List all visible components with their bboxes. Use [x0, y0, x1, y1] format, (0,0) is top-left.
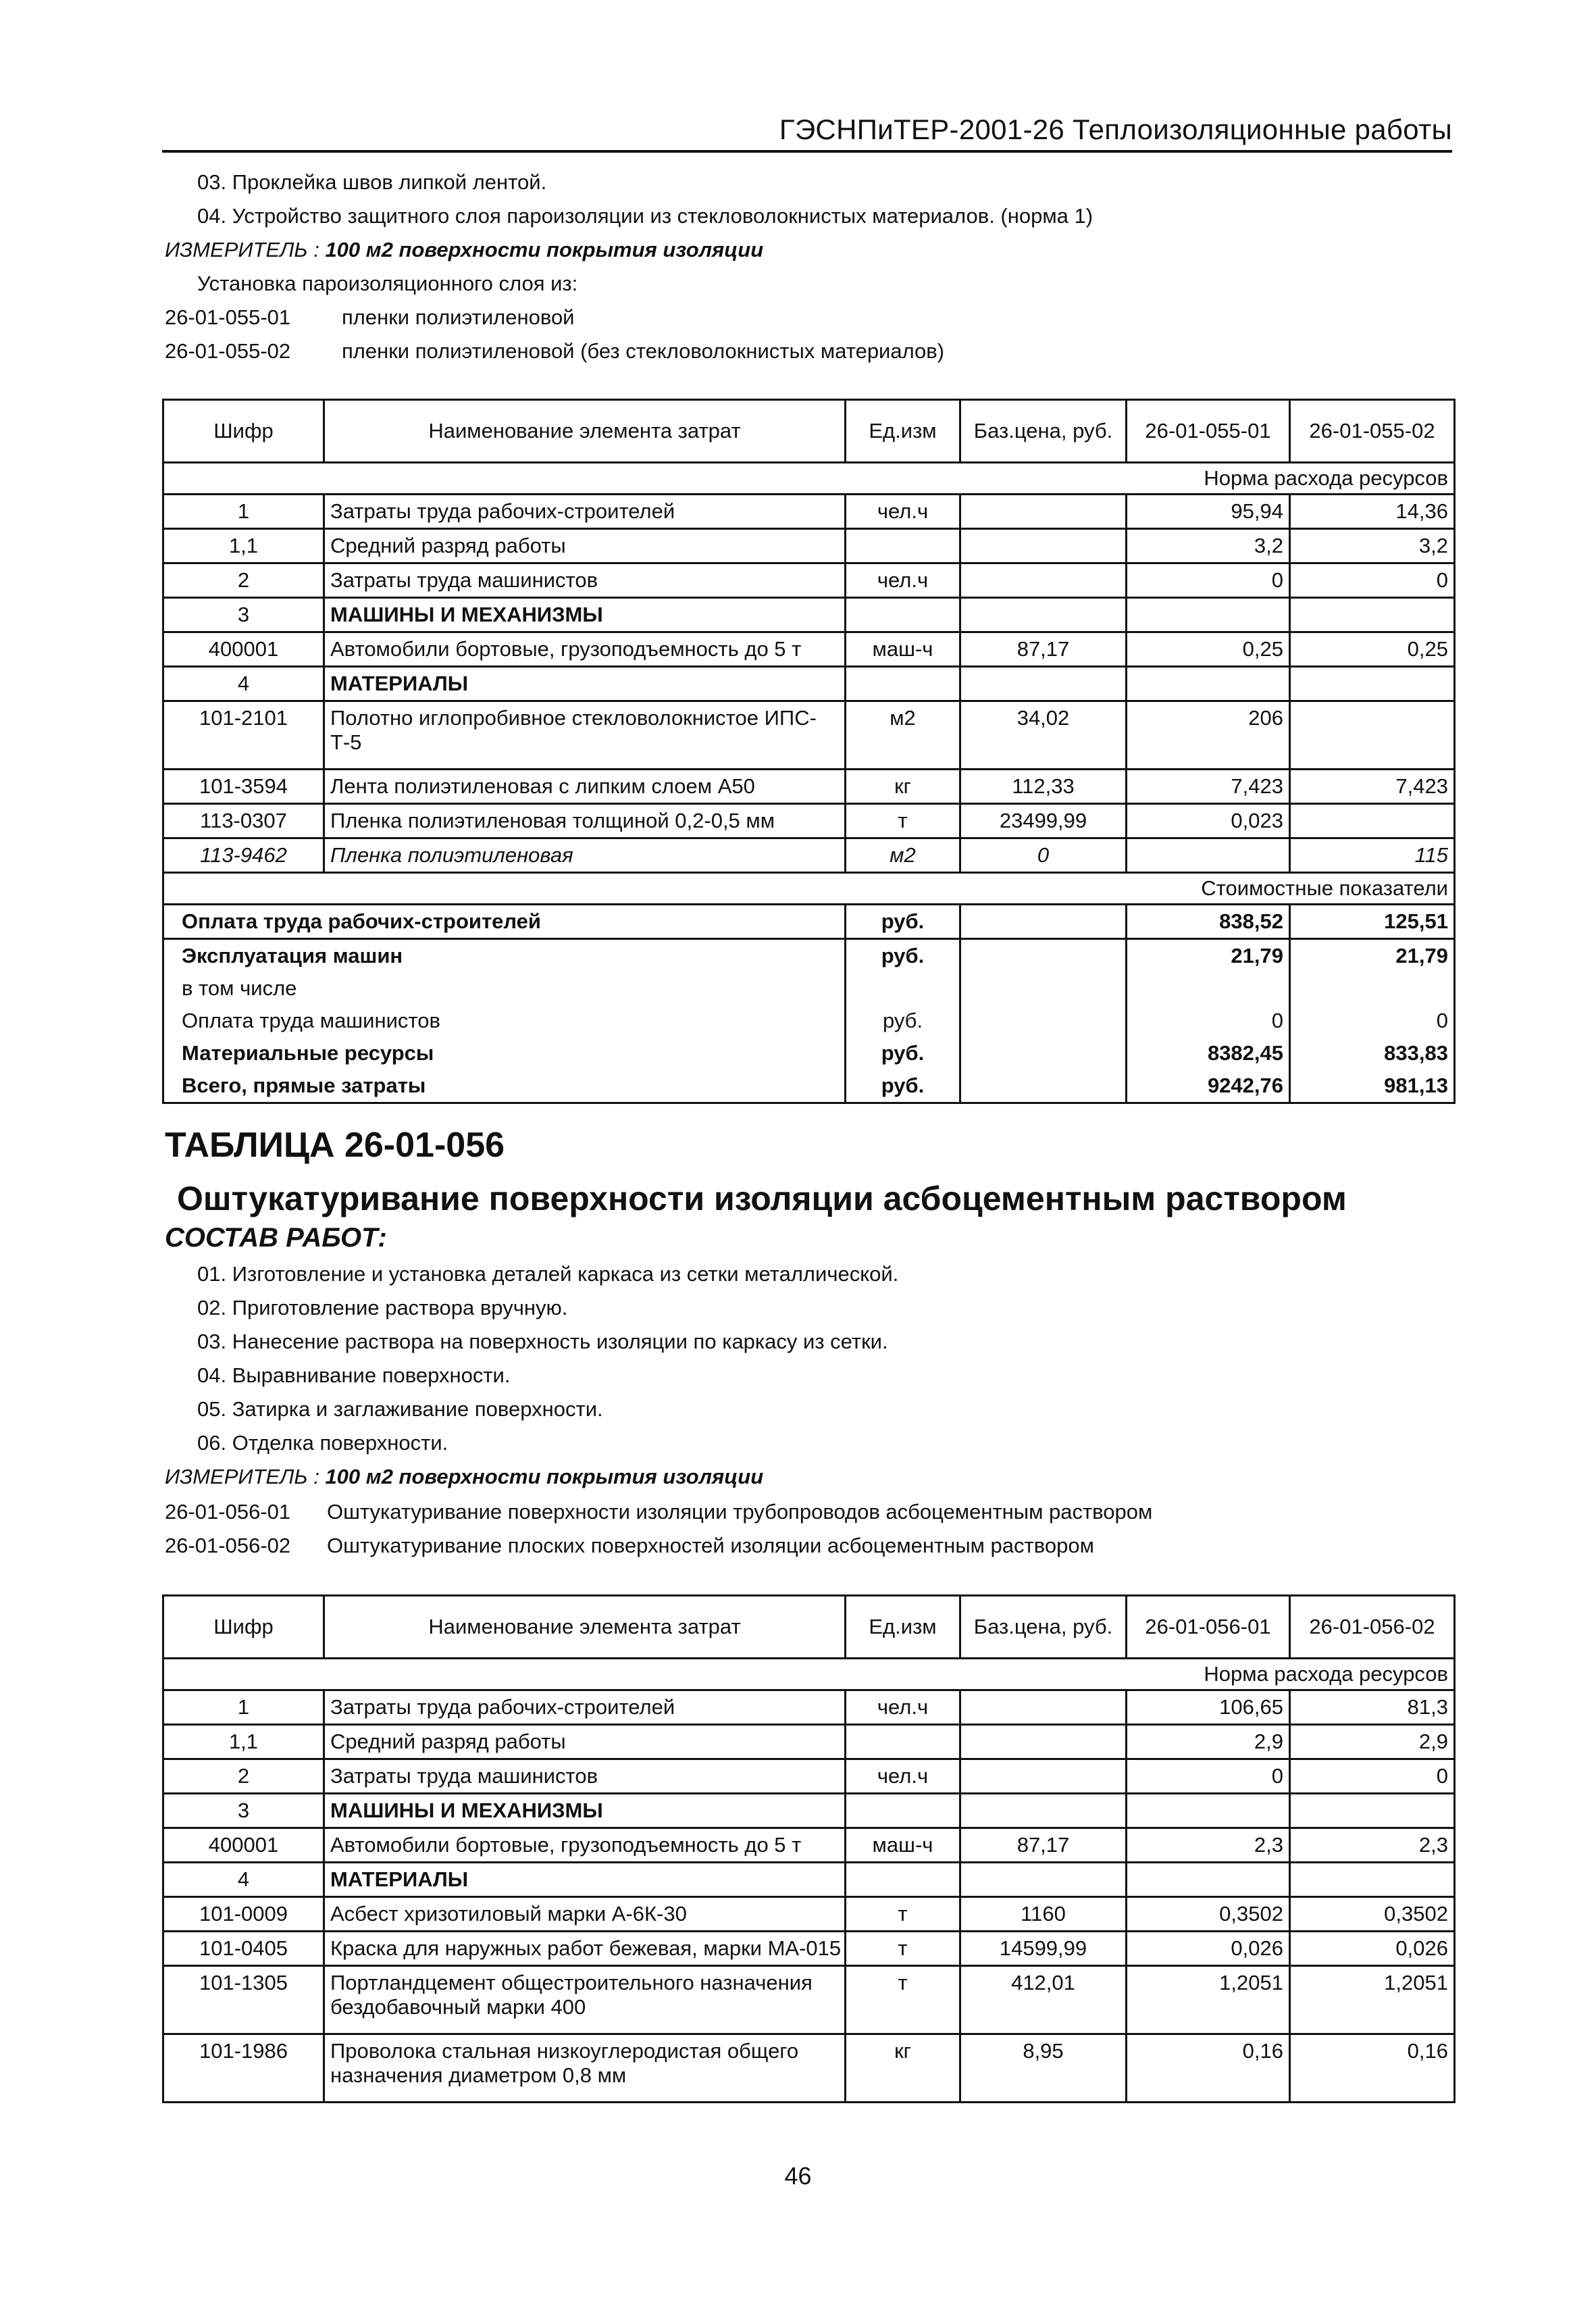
cell-unit: маш-ч	[846, 1828, 960, 1863]
table-row	[163, 667, 1455, 701]
cost-value-1: 838,52	[1127, 905, 1290, 939]
table-row	[163, 1828, 1455, 1863]
code-desc: Оштукатуривание поверхности изоляции трубопроводов асбоцементным раствором	[327, 1500, 1153, 1524]
table-row	[163, 1932, 1455, 1966]
cost-value-2: 125,51	[1290, 905, 1455, 939]
cost-value-1: 9242,76	[1127, 1070, 1290, 1103]
col-header: Ед.изм	[846, 1596, 960, 1659]
cell-price	[960, 495, 1127, 529]
cost-unit: руб.	[846, 939, 960, 973]
cell-norm-2	[1290, 598, 1455, 632]
section-row	[163, 1659, 1455, 1690]
table-row	[163, 1794, 1455, 1828]
table-title: ТАБЛИЦА 26-01-056	[165, 1126, 505, 1165]
resource-table-2	[162, 1594, 1456, 2103]
cell-code: 101-1305	[163, 1966, 324, 2034]
cell-code: 2	[163, 1759, 324, 1794]
table-row	[163, 838, 1455, 873]
work-item: 06. Отделка поверхности.	[197, 1431, 448, 1455]
cell-code: 1	[163, 495, 324, 529]
cell-norm-2: 1,2051	[1290, 1966, 1455, 2034]
col-header: 26-01-056-02	[1290, 1596, 1455, 1659]
table-subtitle: Оштукатуривание поверхности изоляции асбоцементным раствором	[177, 1180, 1347, 1217]
cell-name: МАТЕРИАЛЫ	[324, 1863, 846, 1897]
work-item: 04. Выравнивание поверхности.	[197, 1363, 511, 1387]
cell-unit: чел.ч	[846, 1759, 960, 1794]
cost-name: Материальные ресурсы	[163, 1037, 846, 1070]
cell-norm-1: 0,023	[1127, 804, 1290, 838]
table-row	[163, 563, 1455, 598]
cell-name: Затраты труда машинистов	[324, 1759, 846, 1794]
table-row	[163, 770, 1455, 804]
cell-price	[960, 1690, 1127, 1725]
resource-table-1	[162, 399, 1456, 1104]
cell-code: 3	[163, 1794, 324, 1828]
col-header: Шифр	[163, 400, 324, 463]
col-header: 26-01-055-02	[1290, 400, 1455, 463]
cell-name: Полотно иглопробивное стекловолокнистое ИПС-Т-5	[324, 701, 846, 770]
cost-value-2: 833,83	[1290, 1037, 1455, 1070]
cost-empty	[960, 1070, 1127, 1103]
cell-name: Затраты труда машинистов	[324, 563, 846, 598]
cell-name: МАШИНЫ И МЕХАНИЗМЫ	[324, 598, 846, 632]
work-item: 01. Изготовление и установка деталей каркаса из сетки металлической.	[197, 1262, 899, 1286]
cell-price	[960, 529, 1127, 563]
col-header: Шифр	[163, 1596, 324, 1659]
table-row	[163, 1966, 1455, 2034]
cell-price: 87,17	[960, 632, 1127, 667]
measure-line-2	[165, 1465, 763, 1489]
cell-name: Проволока стальная низкоуглеродистая общего назначения диаметром 0,8 мм	[324, 2034, 846, 2103]
cell-unit: чел.ч	[846, 563, 960, 598]
table-row	[163, 1759, 1455, 1794]
cell-norm-1: 0,25	[1127, 632, 1290, 667]
cell-norm-1: 1,2051	[1127, 1966, 1290, 2034]
cost-value-2: 21,79	[1290, 939, 1455, 973]
table-row	[163, 1725, 1455, 1759]
cell-unit	[846, 529, 960, 563]
header-rule	[162, 150, 1452, 153]
table-row	[163, 2034, 1455, 2103]
col-header: Баз.цена, руб.	[960, 400, 1127, 463]
section-row	[163, 463, 1455, 495]
cell-norm-2: 0,16	[1290, 2034, 1455, 2103]
cell-price: 1160	[960, 1897, 1127, 1932]
table-row	[163, 804, 1455, 838]
measure-label: ИЗМЕРИТЕЛЬ :	[165, 238, 319, 261]
code-desc: Оштукатуривание плоских поверхностей изоляции асбоцементным раствором	[327, 1534, 1094, 1557]
cell-code: 400001	[163, 1828, 324, 1863]
cell-price: 112,33	[960, 770, 1127, 804]
cell-code: 4	[163, 1863, 324, 1897]
code: 26-01-056-02	[165, 1534, 291, 1557]
cell-norm-1: 0	[1127, 1759, 1290, 1794]
cell-code: 101-0405	[163, 1932, 324, 1966]
cost-value-1	[1127, 972, 1290, 1005]
cost-unit: руб.	[846, 1005, 960, 1037]
cell-norm-2: 0,3502	[1290, 1897, 1455, 1932]
cost-row	[163, 1037, 1455, 1070]
cell-norm-1: 2,3	[1127, 1828, 1290, 1863]
cell-price: 412,01	[960, 1966, 1127, 2034]
code-line	[165, 1500, 1152, 1524]
cell-name: Затраты труда рабочих-строителей	[324, 1690, 846, 1725]
cell-price: 0	[960, 838, 1127, 873]
code-desc: пленки полиэтиленовой (без стекловолокнистых материалов)	[342, 339, 945, 363]
cell-unit	[846, 1863, 960, 1897]
cell-norm-2: 0	[1290, 563, 1455, 598]
cell-name: Лента полиэтиленовая с липким слоем А50	[324, 770, 846, 804]
work-item: 03. Нанесение раствора на поверхность изоляции по каркасу из сетки.	[197, 1330, 888, 1353]
measure-value: 100 м2 поверхности покрытия изоляции	[319, 1465, 764, 1488]
cost-row	[163, 972, 1455, 1005]
work-item-03: 03. Проклейка швов липкой лентой.	[197, 170, 547, 194]
cell-norm-2: 14,36	[1290, 495, 1455, 529]
norm-label: Норма расхода ресурсов	[163, 1659, 1455, 1690]
cell-code: 4	[163, 667, 324, 701]
cell-norm-2	[1290, 1794, 1455, 1828]
cell-norm-2	[1290, 701, 1455, 770]
cell-code: 3	[163, 598, 324, 632]
cell-price: 87,17	[960, 1828, 1127, 1863]
page-header: ГЭСНПиТЕР-2001-26 Теплоизоляционные работы	[779, 114, 1452, 145]
cell-unit: т	[846, 1932, 960, 1966]
cell-norm-2: 0	[1290, 1759, 1455, 1794]
cell-price: 23499,99	[960, 804, 1127, 838]
cell-norm-2: 0,026	[1290, 1932, 1455, 1966]
cell-price	[960, 667, 1127, 701]
cell-code: 400001	[163, 632, 324, 667]
cell-price	[960, 1863, 1127, 1897]
table-row	[163, 1897, 1455, 1932]
cell-norm-1: 206	[1127, 701, 1290, 770]
cell-price	[960, 563, 1127, 598]
cell-norm-2: 81,3	[1290, 1690, 1455, 1725]
cell-price	[960, 598, 1127, 632]
cell-unit: кг	[846, 2034, 960, 2103]
table-header-row	[163, 400, 1455, 463]
cell-price	[960, 1794, 1127, 1828]
cell-norm-1	[1127, 598, 1290, 632]
cost-value-1: 21,79	[1127, 939, 1290, 973]
cost-unit	[846, 972, 960, 1005]
table-row	[163, 701, 1455, 770]
cost-empty	[960, 905, 1127, 939]
cell-norm-2: 2,3	[1290, 1828, 1455, 1863]
cell-unit: чел.ч	[846, 495, 960, 529]
cell-code: 113-0307	[163, 804, 324, 838]
cell-price: 14599,99	[960, 1932, 1127, 1966]
cell-norm-1: 0,026	[1127, 1932, 1290, 1966]
cell-unit: чел.ч	[846, 1690, 960, 1725]
cost-empty	[960, 972, 1127, 1005]
cell-code: 101-1986	[163, 2034, 324, 2103]
cost-name: Оплата труда рабочих-строителей	[163, 905, 846, 939]
cell-name: Затраты труда рабочих-строителей	[324, 495, 846, 529]
cell-code: 101-2101	[163, 701, 324, 770]
cell-name: Автомобили бортовые, грузоподъемность до 5 т	[324, 1828, 846, 1863]
col-header: 26-01-056-01	[1127, 1596, 1290, 1659]
work-item-04: 04. Устройство защитного слоя пароизоляции из стекловолокнистых материалов. (норма 1)	[197, 204, 1093, 228]
cell-unit: м2	[846, 838, 960, 873]
cell-name: МАШИНЫ И МЕХАНИЗМЫ	[324, 1794, 846, 1828]
cost-row	[163, 1070, 1455, 1103]
cell-name: Пленка полиэтиленовая	[324, 838, 846, 873]
cell-name: Асбест хризотиловый марки А-6К-30	[324, 1897, 846, 1932]
col-header: Наименование элемента затрат	[324, 1596, 846, 1659]
measure-value: 100 м2 поверхности покрытия изоляции	[319, 238, 764, 261]
cell-unit: м2	[846, 701, 960, 770]
cell-norm-2: 115	[1290, 838, 1455, 873]
table-row	[163, 632, 1455, 667]
cell-unit	[846, 667, 960, 701]
cell-code: 2	[163, 563, 324, 598]
code: 26-01-055-01	[165, 305, 291, 329]
table-row	[163, 1863, 1455, 1897]
cell-norm-1: 0	[1127, 563, 1290, 598]
cell-norm-1: 106,65	[1127, 1690, 1290, 1725]
cell-norm-2	[1290, 1863, 1455, 1897]
install-text: Установка пароизоляционного слоя из:	[197, 272, 578, 295]
cost-value-1: 0	[1127, 1005, 1290, 1037]
cost-empty	[960, 939, 1127, 973]
cell-unit	[846, 1725, 960, 1759]
col-header: Ед.изм	[846, 400, 960, 463]
cell-norm-1: 95,94	[1127, 495, 1290, 529]
cell-code: 1	[163, 1690, 324, 1725]
cell-unit: маш-ч	[846, 632, 960, 667]
cell-norm-2	[1290, 804, 1455, 838]
measure-line-1	[165, 238, 763, 262]
norm-label: Норма расхода ресурсов	[163, 463, 1455, 495]
cell-code: 113-9462	[163, 838, 324, 873]
cost-empty	[960, 1037, 1127, 1070]
cell-unit: т	[846, 804, 960, 838]
cell-name: Портландцемент общестроительного назначения бездобавочный марки 400	[324, 1966, 846, 2034]
cost-value-2: 981,13	[1290, 1070, 1455, 1103]
cell-norm-1: 7,423	[1127, 770, 1290, 804]
cell-unit	[846, 598, 960, 632]
col-header: Баз.цена, руб.	[960, 1596, 1127, 1659]
cell-norm-1	[1127, 1794, 1290, 1828]
cost-unit: руб.	[846, 1037, 960, 1070]
cell-name: Автомобили бортовые, грузоподъемность до 5 т	[324, 632, 846, 667]
cell-norm-2: 2,9	[1290, 1725, 1455, 1759]
cost-label: Стоимостные показатели	[163, 873, 1455, 905]
cell-unit: кг	[846, 770, 960, 804]
cell-price: 8,95	[960, 2034, 1127, 2103]
cost-row	[163, 939, 1455, 973]
col-header: Наименование элемента затрат	[324, 400, 846, 463]
code-line	[165, 339, 944, 363]
cell-norm-2: 0,25	[1290, 632, 1455, 667]
cell-code: 1,1	[163, 529, 324, 563]
cell-unit: т	[846, 1966, 960, 2034]
col-header: 26-01-055-01	[1127, 400, 1290, 463]
code: 26-01-055-02	[165, 339, 291, 363]
cell-code: 101-0009	[163, 1897, 324, 1932]
cell-norm-1	[1127, 838, 1290, 873]
cost-value-2: 0	[1290, 1005, 1455, 1037]
work-item: 05. Затирка и заглаживание поверхности.	[197, 1397, 603, 1421]
cost-unit: руб.	[846, 905, 960, 939]
table-row	[163, 529, 1455, 563]
cell-unit: т	[846, 1897, 960, 1932]
cell-name: Средний разряд работы	[324, 529, 846, 563]
sostav-heading: СОСТАВ РАБОТ:	[165, 1223, 387, 1253]
cell-price	[960, 1725, 1127, 1759]
code: 26-01-056-01	[165, 1500, 291, 1524]
cell-price	[960, 1759, 1127, 1794]
code-line	[165, 1534, 1094, 1558]
cell-unit	[846, 1794, 960, 1828]
cost-value-2	[1290, 972, 1455, 1005]
cost-unit: руб.	[846, 1070, 960, 1103]
work-item: 02. Приготовление раствора вручную.	[197, 1296, 568, 1319]
code-desc: пленки полиэтиленовой	[342, 305, 575, 329]
cost-name: Всего, прямые затраты	[163, 1070, 846, 1103]
cell-norm-1	[1127, 1863, 1290, 1897]
cell-name: Средний разряд работы	[324, 1725, 846, 1759]
cost-value-1: 8382,45	[1127, 1037, 1290, 1070]
cell-name: Пленка полиэтиленовая толщиной 0,2-0,5 мм	[324, 804, 846, 838]
cell-norm-2: 7,423	[1290, 770, 1455, 804]
cell-code: 101-3594	[163, 770, 324, 804]
cell-norm-2	[1290, 667, 1455, 701]
cell-norm-2: 3,2	[1290, 529, 1455, 563]
measure-label: ИЗМЕРИТЕЛЬ :	[165, 1465, 319, 1488]
cell-name: МАТЕРИАЛЫ	[324, 667, 846, 701]
table-row	[163, 1690, 1455, 1725]
table-row	[163, 598, 1455, 632]
cost-name: в том числе	[163, 972, 846, 1005]
section-row	[163, 873, 1455, 905]
cost-row	[163, 1005, 1455, 1037]
cost-empty	[960, 1005, 1127, 1037]
page-number: 46	[784, 2162, 812, 2190]
cell-norm-1: 3,2	[1127, 529, 1290, 563]
cell-name: Краска для наружных работ бежевая, марки МА-015	[324, 1932, 846, 1966]
cell-norm-1	[1127, 667, 1290, 701]
table-header-row	[163, 1596, 1455, 1659]
code-line	[165, 305, 575, 330]
cell-norm-1: 0,3502	[1127, 1897, 1290, 1932]
cost-name: Оплата труда машинистов	[163, 1005, 846, 1037]
cell-norm-1: 2,9	[1127, 1725, 1290, 1759]
cell-code: 1,1	[163, 1725, 324, 1759]
cost-name: Эксплуатация машин	[163, 939, 846, 973]
cell-norm-1: 0,16	[1127, 2034, 1290, 2103]
cost-row	[163, 905, 1455, 939]
cell-price: 34,02	[960, 701, 1127, 770]
table-row	[163, 495, 1455, 529]
